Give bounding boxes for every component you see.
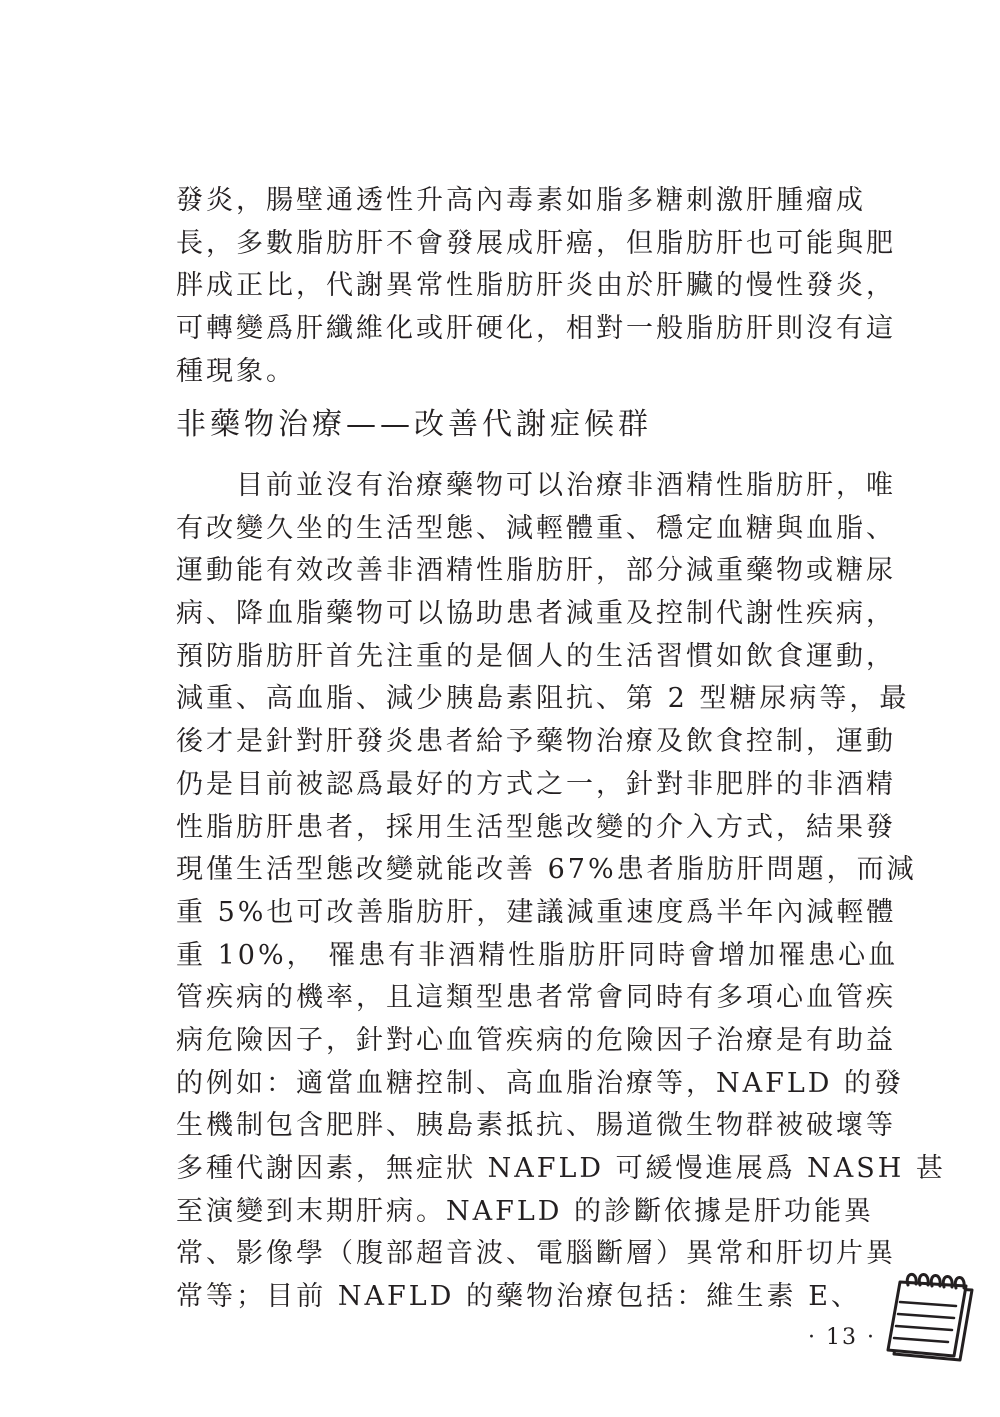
section-heading: 非藥物治療——改善代謝症候群 [176, 407, 652, 442]
text-line: 生機制包含肥胖、胰島素抵抗、腸道微生物群被破壞等 [176, 1110, 896, 1142]
notebook-icon [886, 1268, 982, 1366]
text-line: 重 10%， 罹患有非酒精性脂肪肝同時會增加罹患心血 [176, 939, 899, 971]
text-line: 可轉變爲肝纖維化或肝硬化，相對一般脂肪肝則沒有這 [176, 313, 896, 345]
text-line: 發炎，腸壁通透性升高內毒素如脂多糖刺激肝腫瘤成 [176, 185, 866, 216]
text-line: 目前並沒有治療藥物可以治療非酒精性脂肪肝，唯 [236, 470, 896, 501]
text-line: 病、降血脂藥物可以協助患者減重及控制代謝性疾病， [176, 598, 896, 630]
paragraph-continued [176, 180, 896, 393]
text-line: 現僅生活型態改變就能改善 67%患者脂肪肝問題，而減 [176, 854, 917, 886]
text-line: 減重、高血脂、減少胰島素阻抗、第 2 型糖尿病等，最 [176, 683, 910, 715]
text-line: 多種代謝因素，無症狀 NAFLD 可緩慢進展爲 NASH 甚 [176, 1153, 946, 1184]
text-line: 常、影像學（腹部超音波、電腦斷層）異常和肝切片異 [176, 1238, 896, 1270]
text-line: 胖成正比，代謝異常性脂肪肝炎由於肝臟的慢性發炎， [176, 270, 896, 302]
text-line: 常等；目前 NAFLD 的藥物治療包括：維生素 E、 [176, 1281, 861, 1313]
text-line: 的例如：適當血糖控制、高血脂治療等，NAFLD 的發 [176, 1067, 905, 1099]
paragraph-main [176, 465, 946, 1319]
text-line: 長，多數脂肪肝不會發展成肝癌，但脂肪肝也可能與肥 [176, 227, 896, 259]
text-line: 病危險因子，針對心血管疾病的危險因子治療是有助益 [176, 1024, 896, 1056]
page-number: · 13 · [808, 1325, 876, 1350]
text-line: 運動能有效改善非酒精性脂肪肝，部分減重藥物或糖尿 [176, 555, 896, 587]
text-line: 管疾病的機率，且這類型患者常會同時有多項心血管疾 [176, 982, 896, 1014]
text-line: 性脂肪肝患者，採用生活型態改變的介入方式，結果發 [176, 811, 896, 843]
text-line: 種現象。 [176, 355, 296, 387]
text-line: 至演變到末期肝病。NAFLD 的診斷依據是肝功能異 [176, 1195, 875, 1227]
text-line: 後才是針對肝發炎患者給予藥物治療及飲食控制，運動 [176, 726, 896, 758]
text-line: 有改變久坐的生活型態、減輕體重、穩定血糖與血脂、 [176, 512, 896, 544]
text-line: 重 5%也可改善脂肪肝，建議減重速度爲半年內減輕體 [176, 896, 897, 928]
text-line: 預防脂肪肝首先注重的是個人的生活習慣如飲食運動， [176, 640, 896, 672]
text-line: 仍是目前被認爲最好的方式之一，針對非肥胖的非酒精 [176, 768, 896, 800]
